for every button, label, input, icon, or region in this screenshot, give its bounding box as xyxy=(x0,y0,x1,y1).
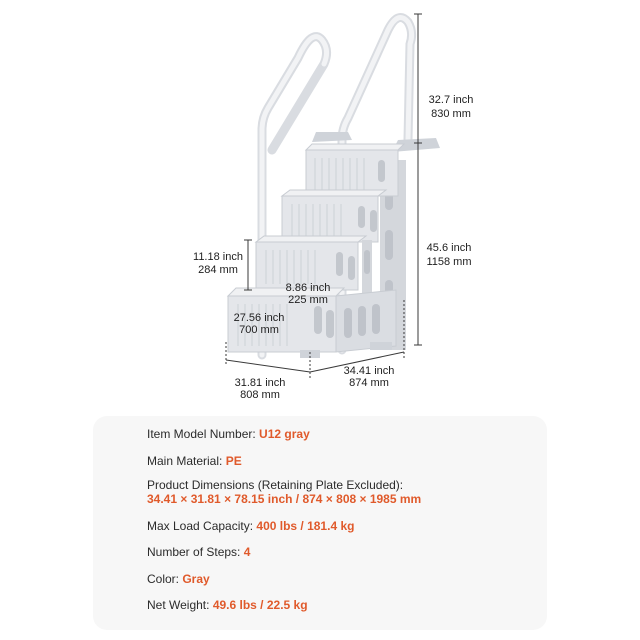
spec-model-number xyxy=(147,427,310,441)
dim-base-depth xyxy=(234,312,285,336)
spec-label: Net Weight: xyxy=(147,598,213,612)
dim-length xyxy=(344,365,395,389)
pool-ladder-illustration xyxy=(228,18,440,359)
spec-color xyxy=(147,572,210,586)
spec-label: Number of Steps: xyxy=(147,545,244,559)
spec-value: U12 gray xyxy=(259,427,310,441)
svg-text:808 mm: 808 mm xyxy=(240,389,280,401)
step-3 xyxy=(282,190,386,242)
spec-steps xyxy=(147,545,250,559)
spec-dimensions xyxy=(147,478,421,506)
spec-label: Max Load Capacity: xyxy=(147,519,257,533)
svg-text:31.81 inch: 31.81 inch xyxy=(234,377,286,389)
svg-text:27.56 inch: 27.56 inch xyxy=(233,312,285,324)
svg-text:830 mm: 830 mm xyxy=(431,108,471,120)
svg-text:700 mm: 700 mm xyxy=(239,324,279,336)
spec-value: PE xyxy=(225,454,242,468)
spec-value: 4 xyxy=(243,545,251,559)
svg-text:32.7 inch: 32.7 inch xyxy=(428,94,474,106)
svg-text:284 mm: 284 mm xyxy=(198,264,238,276)
dim-step-rise xyxy=(193,251,243,276)
svg-text:11.18 inch: 11.18 inch xyxy=(193,251,243,263)
spec-material xyxy=(147,454,242,468)
step-4 xyxy=(306,144,404,196)
svg-text:34.41 inch: 34.41 inch xyxy=(343,365,395,377)
spec-max-load xyxy=(147,519,354,533)
spec-label: Color: xyxy=(147,572,183,586)
spec-net-weight xyxy=(147,598,308,612)
spec-label: Product Dimensions (Retaining Plate Excluded): xyxy=(147,478,404,492)
dim-step-depth xyxy=(286,282,331,306)
spec-value: 49.6 lbs / 22.5 kg xyxy=(212,598,308,612)
spec-value: Gray xyxy=(182,572,210,586)
spec-value: 400 lbs / 181.4 kg xyxy=(256,519,355,533)
svg-text:1158 mm: 1158 mm xyxy=(426,256,472,268)
svg-text:874 mm: 874 mm xyxy=(349,377,389,389)
svg-text:225 mm: 225 mm xyxy=(288,294,328,306)
spec-label: Item Model Number: xyxy=(147,427,260,441)
dim-stair-height xyxy=(426,242,471,268)
svg-text:8.86 inch: 8.86 inch xyxy=(285,282,331,294)
spec-value: 34.41 × 31.81 × 78.15 inch / 874 × 808 × 1985 mm xyxy=(147,492,422,506)
spec-label: Main Material: xyxy=(147,454,226,468)
svg-text:45.6 inch: 45.6 inch xyxy=(426,242,472,254)
spec-panel xyxy=(93,416,547,630)
dim-width xyxy=(235,377,286,401)
dim-handrail-height xyxy=(429,94,474,120)
